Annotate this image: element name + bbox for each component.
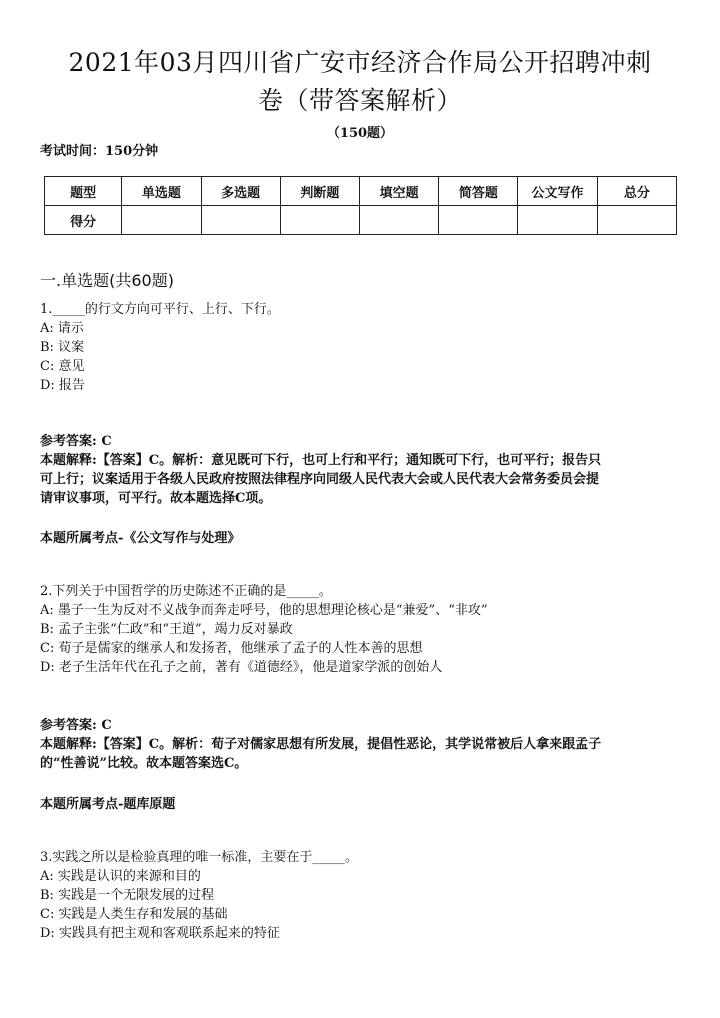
- score-cell: [201, 206, 280, 235]
- option-b: B: 实践是一个无限发展的过程: [40, 888, 215, 903]
- option-a: A: 请示: [40, 321, 84, 336]
- question-3: [40, 848, 686, 943]
- title-line-2: 卷（带答案解析）: [257, 86, 462, 115]
- option-d: D: 实践具有把主观和客观联系起来的特征: [40, 926, 280, 941]
- score-header-cell: 题型: [45, 177, 122, 206]
- explanation-line: 的“性善说”比较。故本题答案选C。: [40, 756, 248, 771]
- score-table-header-row: [45, 177, 677, 206]
- score-header-cell: 公文写作: [518, 177, 597, 206]
- option-b: B: 孟子主张“仁政”和“王道”，竭力反对暴政: [40, 622, 293, 637]
- option-a: A: 实践是认识的来源和目的: [40, 869, 201, 884]
- reference-answer: 参考答案: C: [40, 434, 112, 449]
- answer-block-1: [40, 432, 690, 508]
- section-title: 一.单选题(共60题): [40, 271, 174, 290]
- score-header-cell: 单选题: [122, 177, 201, 206]
- question-stem: 3.实践之所以是检验真理的唯一标准，主要在于_____。: [40, 850, 358, 865]
- option-a: A: 墨子一生为反对不义战争而奔走呼号，他的思想理论核心是“兼爱”、“非攻”: [40, 603, 488, 618]
- score-header-cell: 简答题: [439, 177, 518, 206]
- answer-block-2: [40, 716, 690, 773]
- knowledge-point: 本题所属考点-题库原题: [40, 797, 176, 812]
- question-1: [40, 300, 686, 395]
- score-cell: [439, 206, 518, 235]
- score-header-cell: 判断题: [280, 177, 359, 206]
- option-b: B: 议案: [40, 340, 85, 355]
- score-cell: [122, 206, 201, 235]
- explanation-line: 本题解释:【答案】C。解析：荀子对儒家思想有所发展，提倡性恶论，其学说常被后人拿来跟孟子: [40, 737, 602, 752]
- reference-answer: 参考答案: C: [40, 718, 112, 733]
- score-cell: [359, 206, 438, 235]
- option-d: D: 报告: [40, 378, 85, 393]
- exam-time: 考试时间：150分钟: [40, 144, 159, 159]
- explanation-line: 本题解释:【答案】C。解析：意见既可下行，也可上行和平行；通知既可下行，也可平行；报告只: [40, 453, 602, 468]
- question-2: [40, 582, 686, 677]
- explanation-line: 可上行；议案适用于各级人民政府按照法律程序向同级人民代表大会或人民代表大会常务委员会提: [40, 472, 600, 487]
- option-c: C: 实践是人类生存和发展的基础: [40, 907, 228, 922]
- option-c: C: 意见: [40, 359, 85, 374]
- score-table-score-row: [45, 206, 677, 235]
- score-table: [44, 176, 677, 235]
- question-stem: 2.下列关于中国哲学的历史陈述不正确的是_____。: [40, 584, 332, 599]
- explanation-line: 请审议事项，可平行。故本题选择C项。: [40, 491, 272, 506]
- score-header-cell: 多选题: [201, 177, 280, 206]
- score-cell: [280, 206, 359, 235]
- score-cell: [518, 206, 597, 235]
- option-d: D: 老子生活年代在孔子之前，著有《道德经》，他是道家学派的创始人: [40, 660, 443, 675]
- page-title: [40, 44, 680, 120]
- score-row-label: 得分: [45, 206, 122, 235]
- score-header-cell: 总分: [597, 177, 676, 206]
- option-c: C: 荀子是儒家的继承人和发扬者，他继承了孟子的人性本善的思想: [40, 641, 423, 656]
- question-stem: 1._____的行文方向可平行、上行、下行。: [40, 302, 280, 317]
- title-line-1: 2021年03月四川省广安市经济合作局公开招聘冲刺: [68, 48, 652, 77]
- score-header-cell: 填空题: [359, 177, 438, 206]
- knowledge-point: 本题所属考点-《公文写作与处理》: [40, 531, 241, 546]
- score-cell: [597, 206, 676, 235]
- question-count: （150题）: [326, 126, 394, 141]
